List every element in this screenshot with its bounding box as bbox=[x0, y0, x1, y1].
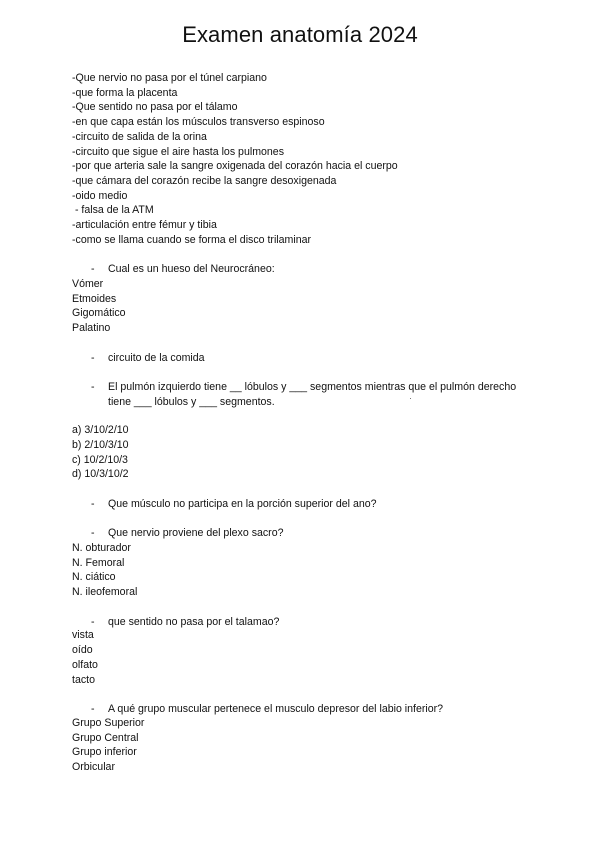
question-text: A qué grupo muscular pertenece el musculo depresor del labio inferior? bbox=[108, 703, 444, 715]
question-bullet: - bbox=[91, 498, 95, 510]
question-bullet: - bbox=[91, 263, 95, 275]
question-bullet: - bbox=[91, 703, 95, 715]
intro-line: -en que capa están los músculos transverso espinoso bbox=[72, 116, 325, 128]
intro-line: -Que nervio no pasa por el túnel carpiano bbox=[72, 72, 267, 84]
answer-option: Palatino bbox=[72, 322, 111, 334]
answer-option: Grupo Central bbox=[72, 732, 139, 744]
answer-option: N. Femoral bbox=[72, 557, 125, 569]
intro-line: -que forma la placenta bbox=[72, 87, 178, 99]
question-bullet: - bbox=[91, 352, 95, 364]
intro-line: -Que sentido no pasa por el tálamo bbox=[72, 101, 238, 113]
answer-option: a) 3/10/2/10 bbox=[72, 424, 129, 436]
intro-line: -que cámara del corazón recibe la sangre desoxigenada bbox=[72, 175, 337, 187]
document-title: Examen anatomía 2024 bbox=[182, 22, 418, 47]
question-text: Cual es un hueso del Neurocráneo: bbox=[108, 263, 275, 275]
intro-line: -circuito de salida de la orina bbox=[72, 131, 207, 143]
question-bullet: - bbox=[91, 616, 95, 628]
answer-option: olfato bbox=[72, 659, 98, 671]
stray-mark bbox=[410, 398, 411, 399]
question-bullet: - bbox=[91, 381, 95, 393]
answer-option: c) 10/2/10/3 bbox=[72, 454, 128, 466]
question-bullet: - bbox=[91, 527, 95, 539]
question-text: circuito de la comida bbox=[108, 352, 205, 364]
answer-option: vista bbox=[72, 629, 94, 641]
question-text: que sentido no pasa por el talamao? bbox=[108, 616, 280, 628]
question-text: Que músculo no participa en la porción superior del ano? bbox=[108, 498, 377, 510]
answer-option: Gigomático bbox=[72, 307, 126, 319]
answer-option: Orbicular bbox=[72, 761, 115, 773]
answer-option: N. obturador bbox=[72, 542, 131, 554]
answer-option: Grupo Superior bbox=[72, 717, 145, 729]
intro-line: -oido medio bbox=[72, 190, 128, 202]
intro-line: - falsa de la ATM bbox=[72, 204, 154, 216]
intro-line: -articulación entre fémur y tibia bbox=[72, 219, 217, 231]
answer-option: Grupo inferior bbox=[72, 746, 137, 758]
answer-option: Vómer bbox=[72, 278, 104, 290]
intro-line: -circuito que sigue el aire hasta los pulmones bbox=[72, 146, 284, 158]
intro-line: -por que arteria sale la sangre oxigenada del corazón hacia el cuerpo bbox=[72, 160, 398, 172]
answer-option: tacto bbox=[72, 674, 95, 686]
answer-option: b) 2/10/3/10 bbox=[72, 439, 129, 451]
answer-option: Etmoides bbox=[72, 293, 117, 305]
answer-option: N. ciático bbox=[72, 571, 116, 583]
answer-option: d) 10/3/10/2 bbox=[72, 468, 129, 480]
question-text: El pulmón izquierdo tiene __ lóbulos y ___ segmentos mientras que el pulmón derecho tiene ___ lóbulos y ___ segmentos. bbox=[108, 381, 517, 408]
answer-option: oído bbox=[72, 644, 93, 656]
answer-option: N. ileofemoral bbox=[72, 586, 138, 598]
intro-line: -como se llama cuando se forma el disco trilaminar bbox=[72, 234, 312, 246]
question-text: Que nervio proviene del plexo sacro? bbox=[108, 527, 284, 539]
